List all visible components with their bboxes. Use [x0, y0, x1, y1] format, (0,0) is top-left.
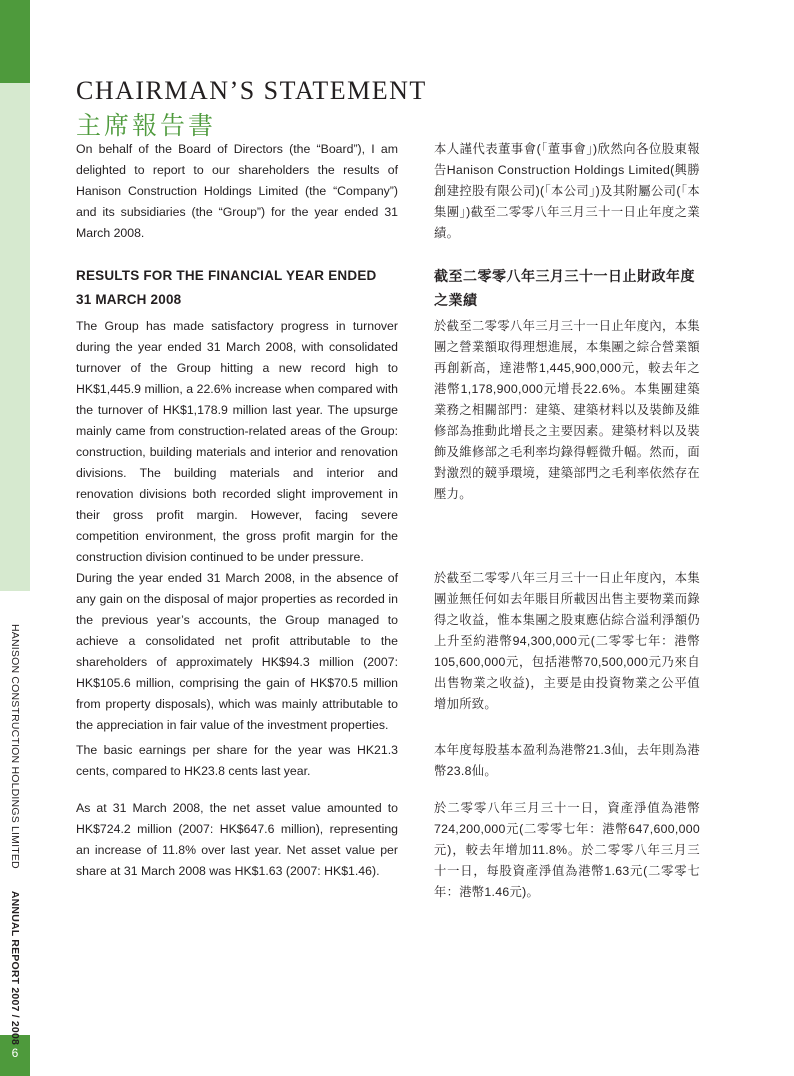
paragraph-net-asset-value-english: As at 31 March 2008, the net asset value amounted to HK$724.2 million (2007: HK$647.6 million), representing an increase of 11.8% over last year. Net asset value per share at 31 March 2008 was HK$1.63 (2007: HK$1.46).	[76, 801, 398, 878]
section-heading-english-line-1: RESULTS FOR THE FINANCIAL YEAR ENDED	[76, 268, 377, 283]
sidebar-company-name: HANISON CONSTRUCTION HOLDINGS LIMITED	[9, 624, 21, 869]
paragraph-net-asset-value-chinese: 於二零零八年三月三十一日，資產淨值為港幣724,200,000元(二零零七年：港幣647,600,000元)，較去年增加11.8%。於二零零八年三月三十一日，每股資產淨值為港幣1.63元(二零零七年：港幣1.46元)。	[434, 801, 700, 899]
paragraph-earnings-per-share-english: The basic earnings per share for the year was HK21.3 cents, compared to HK23.8 cents last year.	[76, 743, 398, 778]
page-number: 6	[11, 1046, 19, 1060]
section-heading-english-line-2: 31 MARCH 2008	[76, 292, 182, 307]
intro-paragraph-english: On behalf of the Board of Directors (the “Board”), I am delighted to report to our shareholders the results of Hanison Construction Holdings Limited (the “Company”) and its subsidiaries (the “Group”) for the year ended 31 March 2008.	[76, 142, 398, 240]
paragraph-earnings-per-share-chinese: 本年度每股基本盈利為港幣21.3仙，去年則為港幣23.8仙。	[434, 743, 700, 778]
section-heading-chinese-line-1: 截至二零零八年三月三十一日止財政年度	[434, 268, 695, 284]
sidebar-report-name: ANNUAL REPORT 2007 / 2008	[9, 890, 21, 1046]
intro-paragraph-chinese: 本人謹代表董事會(「董事會」)欣然向各位股東報告Hanison Construction Holdings Limited(興勝創建控股有限公司)(「本公司」)及其附屬公司(「本集團」)截至二零零八年三月三十一日止年度之業績。	[434, 142, 700, 240]
page-title-english: CHAIRMAN’S STATEMENT	[76, 76, 427, 105]
paragraph-net-profit-english: During the year ended 31 March 2008, in the absence of any gain on the disposal of major properties as recorded in the previous year’s accounts, the Group managed to achieve a consolidated net profit attributable to the shareholders of approximately HK$94.3 million (2007: HK$105.6 million, comprising the gain of HK$70.5 million from property disposals), which was mainly attributable to the appreciation in fair value of the investment properties.	[76, 571, 398, 732]
section-heading-chinese	[434, 264, 704, 312]
paragraph-turnover-english: The Group has made satisfactory progress in turnover during the year ended 31 March 2008, with consolidated turnover of the Group hitting a new record high to HK$1,445.9 million, a 22.6% increase when compared with the turnover of HK$1,178.9 million last year. The upsurge mainly came from construction-related areas of the Group: construction, building materials and interior and renovation divisions. The building materials and interior and renovation divisions both recorded slight improvement in their gross profit margin. However, facing severe competition environment, the gross profit margin for the construction division continued to be under pressure.	[76, 319, 398, 564]
sidebar-running-title	[9, 624, 21, 1045]
sidebar-middle-band	[0, 83, 30, 591]
page-title-chinese: 主席報告書	[76, 111, 217, 140]
section-heading-english	[76, 264, 406, 312]
sidebar-top-band	[0, 0, 30, 83]
paragraph-turnover-chinese: 於截至二零零八年三月三十一日止年度內，本集團之營業額取得理想進展，本集團之綜合營業額再創新高，達港幣1,445,900,000元，較去年之港幣1,178,900,000元增長22.6%。本集團建築業務之相關部門：建築、建築材料以及裝飾及維修部為推動此增長之主要因素。建築材料以及裝飾及維修部之毛利率均錄得輕微升幅。然而，面對激烈的競爭環境，建築部門之毛利率依然存在壓力。	[434, 319, 700, 501]
paragraph-net-profit-chinese: 於截至二零零八年三月三十一日止年度內，本集團並無任何如去年賬目所載因出售主要物業而錄得之收益，惟本集團之股東應佔綜合溢利淨額仍上升至約港幣94,300,000元(二零零七年：港幣105,600,000元，包括港幣70,500,000元乃來自出售物業之收益)，主要是由投資物業之公平值增加所致。	[434, 571, 700, 711]
section-heading-chinese-line-2: 之業績	[434, 292, 478, 308]
